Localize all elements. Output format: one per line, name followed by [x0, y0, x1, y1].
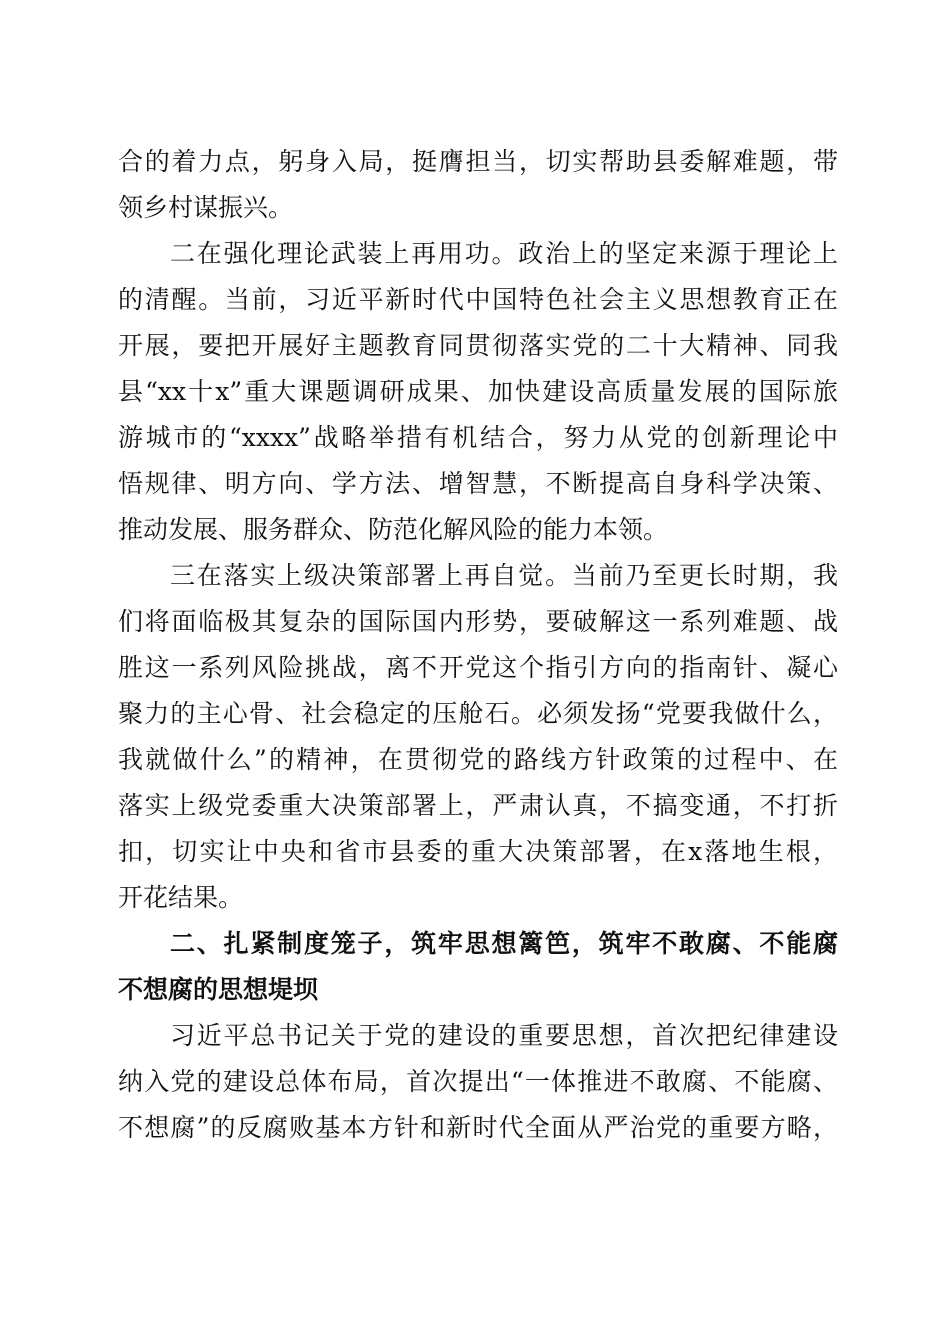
- paragraph-line: 游城市的“xxxx”战略举措有机结合，努力从党的创新理论中: [118, 423, 838, 452]
- paragraph-line: 扣，切实让中央和省市县委的重大决策部署，在x落地生根，: [118, 837, 838, 866]
- paragraph-line: 推动发展、服务群众、防范化解风险的能力本领。: [118, 515, 669, 544]
- paragraph-line: 开展，要把开展好主题教育同贯彻落实党的二十大精神、同我: [118, 331, 838, 360]
- paragraph-line: 聚力的主心骨、社会稳定的压舱石。必须发扬“党要我做什么，: [118, 699, 838, 728]
- paragraph-line: 二在强化理论武装上再用功。政治上的坚定来源于理论上: [170, 239, 838, 268]
- paragraph-line: 合的着力点，躬身入局，挺膺担当，切实帮助县委解难题，带: [118, 147, 838, 176]
- section-heading-line: 二、扎紧制度笼子，筑牢思想篱笆，筑牢不敢腐、不能腐: [170, 929, 838, 958]
- paragraph-line: 纳入党的建设总体布局，首次提出“一体推进不敢腐、不能腐、: [118, 1067, 838, 1096]
- paragraph-line: 三在落实上级决策部署上再自觉。当前乃至更长时期，我: [170, 561, 838, 590]
- paragraph-line: 落实上级党委重大决策部署上，严肃认真，不搞变通，不打折: [118, 791, 838, 820]
- paragraph-line: 不想腐”的反腐败基本方针和新时代全面从严治党的重要方略，: [118, 1113, 838, 1142]
- paragraph-line: 领乡村谋振兴。: [118, 193, 294, 222]
- paragraph-line: 们将面临极其复杂的国际国内形势，要破解这一系列难题、战: [118, 607, 838, 636]
- paragraph-line: 县“xx十x”重大课题调研成果、加快建设高质量发展的国际旅: [118, 377, 838, 406]
- paragraph-line: 悟规律、明方向、学方法、增智慧，不断提高自身科学决策、: [118, 469, 838, 498]
- paragraph-line: 我就做什么”的精神，在贯彻党的路线方针政策的过程中、在: [118, 745, 838, 774]
- section-heading-line: 不想腐的思想堤坝: [118, 975, 319, 1004]
- paragraph-line: 开花结果。: [118, 883, 244, 912]
- paragraph-line: 的清醒。当前，习近平新时代中国特色社会主义思想教育正在: [118, 285, 838, 314]
- paragraph-line: 胜这一系列风险挑战，离不开党这个指引方向的指南针、凝心: [118, 653, 838, 682]
- paragraph-line: 习近平总书记关于党的建设的重要思想，首次把纪律建设: [170, 1021, 838, 1050]
